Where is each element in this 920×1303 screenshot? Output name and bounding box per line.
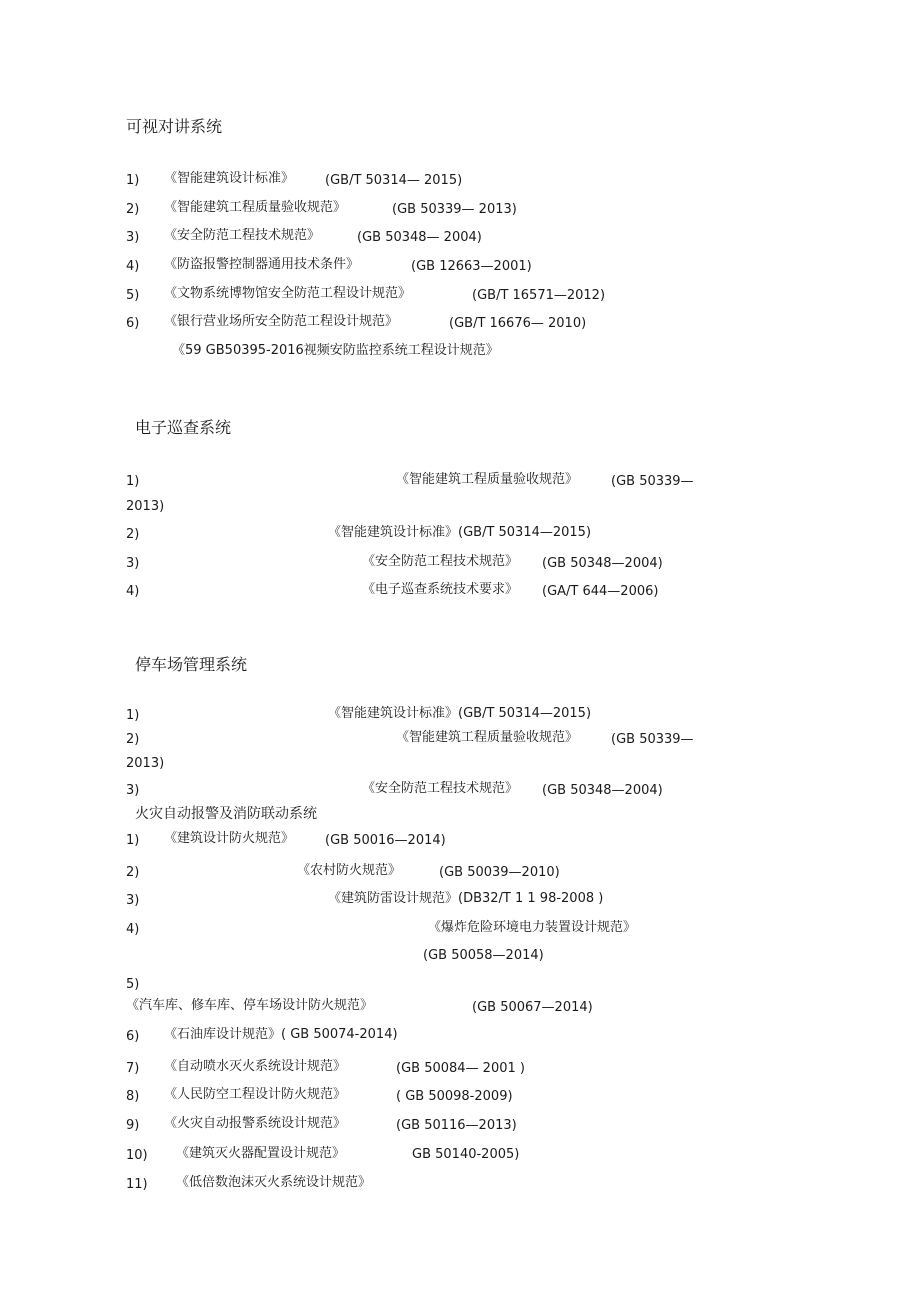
list-number: 2) [126, 732, 140, 747]
list-number: 4) [126, 259, 140, 274]
standard-title: 《农村防火规范》 [297, 863, 402, 878]
standard-title: 《建筑设计防火规范》 [164, 831, 295, 846]
standard-code: (GB 50348— 2004) [357, 230, 482, 245]
standard-code: ( GB 50098-2009) [396, 1089, 513, 1104]
section-title-parking: 停车场管理系统 [135, 655, 248, 674]
standard-title: 《人民防空工程设计防火规范》 [164, 1087, 347, 1102]
standard-title: 《安全防范工程技术规范》 [362, 554, 519, 569]
list-number: 2) [126, 202, 140, 217]
standard-title-extra: 《59 GB50395-2016视频安防监控系统工程设计规范》 [172, 343, 499, 358]
standard-title: 《爆炸危险环境电力装置设计规范》 [428, 920, 637, 935]
standard-code: (GB 12663—2001) [411, 259, 532, 274]
standard-code-continued: 2013) [126, 499, 165, 514]
list-number: 7) [126, 1061, 140, 1076]
standard-code-continued: 2013) [126, 756, 165, 771]
standard-code: (GB 50067—2014) [472, 1000, 593, 1015]
list-number: 6) [126, 1029, 140, 1044]
standard-title: 《安全防范工程技术规范》 [362, 781, 519, 796]
standard-title: 《石油库设计规范》( GB 50074-2014) [164, 1027, 398, 1042]
standard-title: 《智能建筑工程质量验收规范》 [396, 730, 579, 745]
standard-title: 《建筑灭火器配置设计规范》 [176, 1146, 346, 1161]
standard-code: (GB/T 50314— 2015) [325, 173, 463, 188]
standard-code: (GB 50058—2014) [423, 948, 544, 963]
standard-code: (GB 50348—2004) [542, 783, 663, 798]
standard-code: (GB 50039—2010) [439, 865, 560, 880]
standard-title: 《防盗报警控制器通用技术条件》 [164, 257, 360, 272]
list-number: 3) [126, 230, 140, 245]
standard-title: 《智能建筑设计标准》(GB/T 50314—2015) [328, 706, 592, 721]
list-number: 4) [126, 922, 140, 937]
standard-code: GB 50140-2005) [412, 1147, 520, 1162]
standard-code: (GB 50339— [611, 474, 694, 489]
standard-title: 《安全防范工程技术规范》 [164, 228, 321, 243]
standard-code: (GB 50348—2004) [542, 556, 663, 571]
list-number: 1) [126, 833, 140, 848]
standard-title: 《低倍数泡沫灭火系统设计规范》 [176, 1175, 372, 1190]
standard-code: (GB/T 16676— 2010) [449, 316, 587, 331]
standard-code: (GA/T 644—2006) [542, 584, 659, 599]
list-number: 2) [126, 527, 140, 542]
standard-code: (GB 50016—2014) [325, 833, 446, 848]
section-title-intercom: 可视对讲系统 [126, 117, 223, 136]
list-number: 3) [126, 783, 140, 798]
list-number: 3) [126, 893, 140, 908]
standard-code: (GB 50339— 2013) [392, 202, 517, 217]
standard-code: (GB 50116—2013) [396, 1118, 517, 1133]
list-number: 3) [126, 556, 140, 571]
list-number: 11) [126, 1177, 148, 1192]
standard-title: 《智能建筑设计标准》 [164, 171, 295, 186]
standard-title: 《智能建筑工程质量验收规范》 [396, 472, 579, 487]
list-number: 8) [126, 1089, 140, 1104]
list-number: 5) [126, 977, 140, 992]
list-number: 2) [126, 865, 140, 880]
list-number: 1) [126, 708, 140, 723]
standard-title: 《文物系统博物馆安全防范工程设计规范》 [164, 286, 412, 301]
standard-title: 《智能建筑设计标准》(GB/T 50314—2015) [328, 525, 592, 540]
list-number: 4) [126, 584, 140, 599]
list-number: 10) [126, 1148, 148, 1163]
list-number: 1) [126, 474, 140, 489]
standard-title: 《银行营业场所安全防范工程设计规范》 [164, 314, 399, 329]
standard-code: (GB 50339— [611, 732, 694, 747]
list-number: 9) [126, 1118, 140, 1133]
list-number: 6) [126, 316, 140, 331]
standard-title: 《智能建筑工程质量验收规范》 [164, 200, 347, 215]
standard-title: 《汽车库、修车库、停车场设计防火规范》 [126, 998, 374, 1013]
standard-title: 《火灾自动报警系统设计规范》 [164, 1116, 347, 1131]
standard-title: 《电子巡查系统技术要求》 [362, 582, 519, 597]
standard-code: (GB/T 16571—2012) [472, 288, 606, 303]
section-title-fire-alarm: 火灾自动报警及消防联动系统 [135, 806, 317, 822]
list-number: 5) [126, 288, 140, 303]
list-number: 1) [126, 173, 140, 188]
section-title-patrol: 电子巡查系统 [135, 418, 232, 437]
standard-title: 《建筑防雷设计规范》(DB32/T 1 1 98-2008 ) [328, 891, 604, 906]
standard-title: 《自动喷水灭火系统设计规范》 [164, 1059, 347, 1074]
standard-code: (GB 50084— 2001 ) [396, 1061, 525, 1076]
